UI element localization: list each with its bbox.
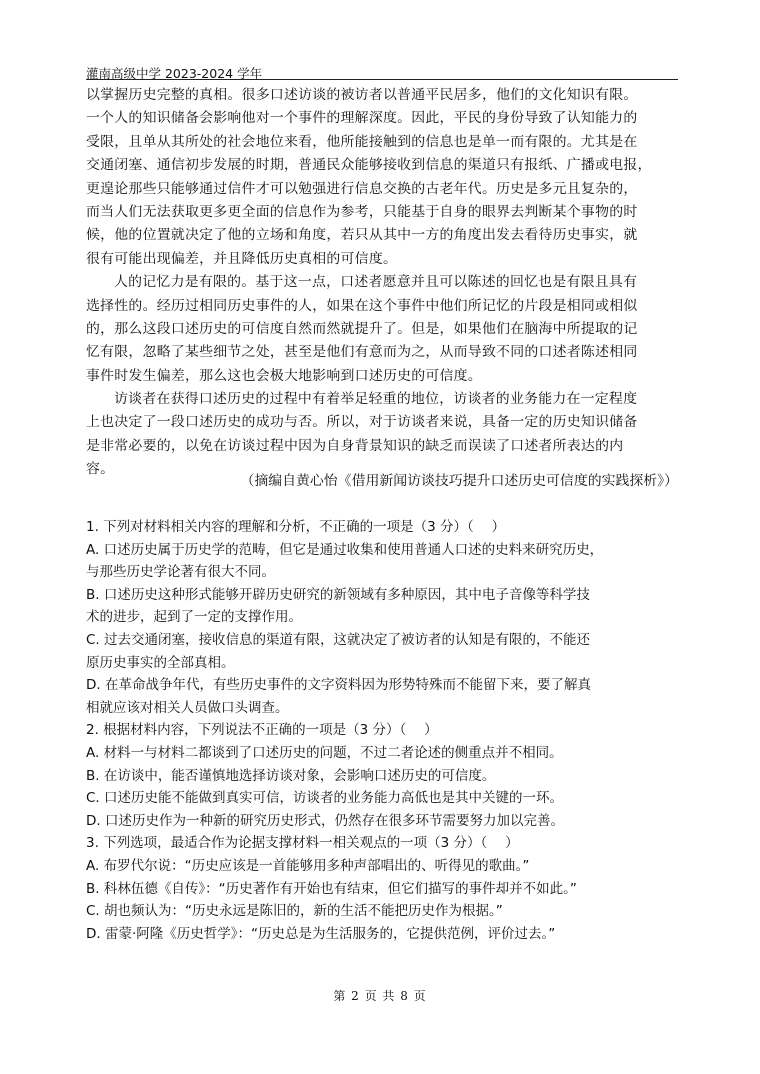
question-line: B. 科林伍德《自传》：“历史著作有开始也有结束，但它们描写的事件却并不如此。” <box>86 880 577 897</box>
passage-line: 选择性的。经历过相同历史事件的人，如果在这个事件中他们所记忆的片段是相同或相似 <box>86 297 638 314</box>
passage-line: 的，那么这段口述历史的可信度自然而然就提升了。但是，如果他们在脑海中所提取的记 <box>86 320 638 337</box>
page-number: 第 2 页 共 8 页 <box>333 989 427 1003</box>
passage-line: 是非常必要的，以免在访谈过程中因为自身背景知识的缺乏而误读了口述者所表达的内 <box>86 437 624 454</box>
question-line: C. 过去交通闭塞，接收信息的渠道有限，这就决定了被访者的认知是有限的，不能还 <box>86 631 591 648</box>
question-line: 2. 根据材料内容，下列说法不正确的一项是（3 分）（ ） <box>86 722 438 739</box>
question-line: 3. 下列选项，最适合作为论据支撑材料一相关观点的一项（3 分）（ ） <box>86 835 519 852</box>
question-line: C. 胡也频认为：“历史永远是陈旧的，新的生活不能把历史作为根据。” <box>86 903 503 920</box>
passage-line: 候，他的位置就决定了他的立场和角度，若只从其中一方的角度出发去看待历史事实，就 <box>86 227 638 244</box>
passage-line: 容。 <box>86 461 115 478</box>
question-line: D. 雷蒙·阿隆《历史哲学》：“历史总是为生活服务的，它提供范例，评价过去。” <box>86 925 556 942</box>
passage-line: 受限，且单从其所处的社会地位来看，他所能接触到的信息也是单一而有限的。尤其是在 <box>86 133 638 150</box>
question-line: B. 在访谈中，能否谨慎地选择访谈对象，会影响口述历史的可信度。 <box>86 767 496 784</box>
passage-line: 交通闭塞、通信初步发展的时期，普通民众能够接收到信息的渠道只有报纸、广播或电报， <box>86 157 652 174</box>
passage-text <box>86 84 678 482</box>
question-line: 术的进步，起到了一定的支撑作用。 <box>86 609 302 626</box>
question-line: 1. 下列对材料相关内容的理解和分析，不正确的一项是（3 分）（ ） <box>86 519 506 535</box>
passage-line: 而当人们无法获取更多更全面的信息作为参考，只能基于自身的眼界去判断某个事物的时 <box>86 203 638 220</box>
questions-section <box>86 516 686 945</box>
passage-line: 很有可能出现偏差，并且降低历史真相的可信度。 <box>86 250 398 267</box>
question-line: 原历史事实的全部真相。 <box>86 654 235 671</box>
question-line: 与那些历史学论著有很大不同。 <box>86 564 275 581</box>
passage-line: 事件时发生偏差，那么这也会极大地影响到口述历史的可信度。 <box>86 367 482 384</box>
question-line: A. 口述历史属于历史学的范畴，但它是通过收集和使用普通人口述的史料来研究历史， <box>86 541 604 558</box>
passage-line: 忆有限，忽略了某些细节之处，甚至是他们有意而为之，从而导致不同的口述者陈述相同 <box>86 344 638 361</box>
question-line: 相就应该对相关人员做口头调查。 <box>86 699 289 716</box>
question-line: D. 在革命战争年代，有些历史事件的文字资料因为形势特殊而不能留下来，要了解真 <box>86 677 591 694</box>
question-line: A. 材料一与材料二都谈到了口述历史的问题，不过二者论述的侧重点并不相同。 <box>86 744 563 761</box>
passage-line: 访谈者在获得口述历史的过程中有着举足轻重的地位，访谈者的业务能力在一定程度 <box>114 391 638 408</box>
passage-line: 上也决定了一段口述历史的成功与否。所以，对于访谈者来说，具备一定的历史知识储备 <box>86 414 638 431</box>
question-line: A. 布罗代尔说：“历史应该是一首能够用多种声部唱出的、听得见的歌曲。” <box>86 857 530 874</box>
passage-source: （摘编自黄心怡《借用新闻访谈技巧提升口述历史可信度的实践探析》） <box>240 473 678 489</box>
passage-line: 以掌握历史完整的真相。很多口述访谈的被访者以普通平民居多，他们的文化知识有限。 <box>86 87 638 103</box>
passage-line: 人的记忆力是有限的。基于这一点，口述者愿意并且可以陈述的回忆也是有限且具有 <box>114 274 638 291</box>
question-line: B. 口述历史这种形式能够开辟历史研究的新领域有多种原因，其中电子音像等科学技 <box>86 586 590 603</box>
question-line: C. 口述历史能不能做到真实可信，访谈者的业务能力高低也是其中关键的一环。 <box>86 790 564 807</box>
question-line: D. 口述历史作为一种新的研究历史形式，仍然存在很多环节需要努力加以完善。 <box>86 812 564 829</box>
passage-line: 更遑论那些只能够通过信件才可以勉强进行信息交换的古老年代。历史是多元且复杂的， <box>86 180 638 197</box>
header-title: 灌南高级中学 2023-2024 学年 <box>86 66 263 81</box>
header-divider <box>86 79 678 80</box>
passage-line: 一个人的知识储备会影响他对一个事件的理解深度。因此，平民的身份导致了认知能力的 <box>86 110 638 127</box>
